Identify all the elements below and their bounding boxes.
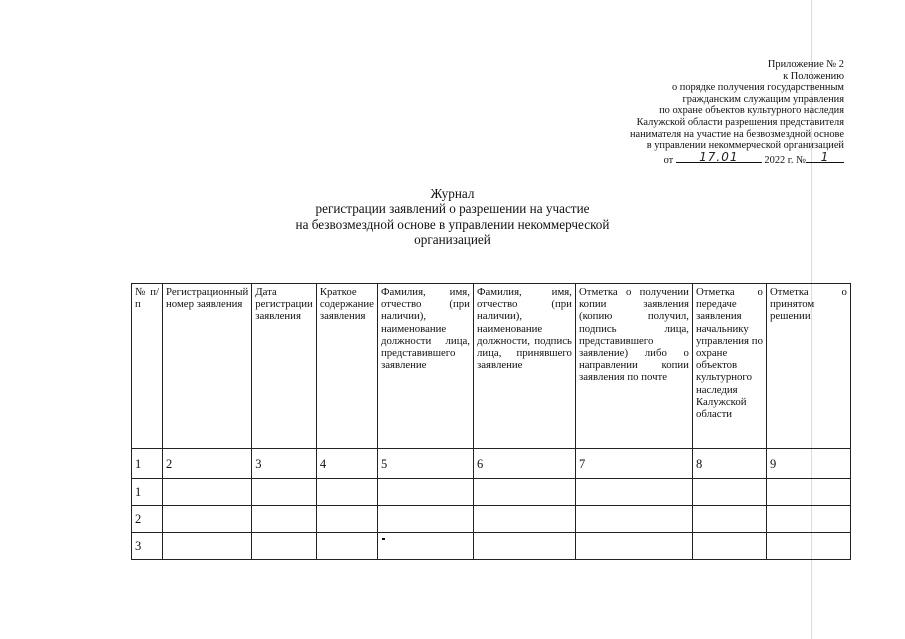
table-cell: [163, 479, 252, 506]
header-cell: Отметка о принятом решении: [766, 284, 850, 449]
header-cell: Регистрационный номер заявления: [163, 284, 252, 449]
table-cell: [766, 479, 850, 506]
number-field: [806, 152, 844, 163]
table-cell: 2: [132, 506, 163, 533]
header-cell: Дата регистрации заявления: [252, 284, 317, 449]
table-cell: [377, 506, 473, 533]
table-cell: 3: [132, 533, 163, 560]
annex-line: о порядке получения государственным: [672, 82, 844, 94]
table-cell: [766, 533, 850, 560]
table-cell: [473, 533, 575, 560]
header-cell: Отметка о получении копии заявления (копию получил, подпись лица, представившего заявление) либо о направлении копии заявления по почте: [575, 284, 692, 449]
column-number-cell: 3: [252, 449, 317, 479]
column-number-cell: 7: [575, 449, 692, 479]
title-line: регистрации заявлений о разрешении на участие: [315, 201, 590, 217]
table-cell: [163, 533, 252, 560]
handwritten-number: 1: [820, 150, 830, 165]
title-line: на безвозмездной основе в управлении некоммерческой: [295, 216, 610, 232]
table-cell: [692, 533, 766, 560]
annex-line: Приложение № 2: [767, 59, 844, 70]
table-cell: 1: [132, 479, 163, 506]
annex-line: нанимателя на участие на безвозмездной основе: [629, 128, 844, 140]
table-cell: [316, 506, 377, 533]
title-line: организацией: [414, 231, 491, 247]
journal-table: [131, 283, 851, 560]
column-number-cell: 8: [692, 449, 766, 479]
table-header-row: [132, 284, 851, 449]
column-number-row: [132, 449, 851, 479]
table-cell: [252, 479, 317, 506]
table-cell: [377, 479, 473, 506]
header-cell: № п/п: [132, 284, 163, 449]
year-text: 2022 г. №: [764, 154, 806, 166]
header-cell: Краткое содержание заявления: [316, 284, 377, 449]
annex-line: к Положению: [783, 70, 844, 82]
header-cell: Фамилия, имя, отчество (при наличии), наименование должности лица, представившего заявление: [377, 284, 473, 449]
table-cell: [473, 506, 575, 533]
table-cell: [316, 479, 377, 506]
table-cell: [252, 506, 317, 533]
header-cell: Фамилия, имя, отчество (при наличии), наименование должности, подпись лица, принявшего заявление: [473, 284, 575, 449]
table-row: [132, 533, 851, 560]
annex-line: по охране объектов культурного наследия: [659, 105, 844, 117]
table-cell: [575, 506, 692, 533]
annex-date-line: [630, 152, 844, 167]
table-row: [132, 479, 851, 506]
table-cell: [473, 479, 575, 506]
column-number-cell: 2: [163, 449, 252, 479]
table-cell: [252, 533, 317, 560]
header-cell: Отметка о передаче заявления начальнику управления по охране объектов культурного наследия Калужской области: [692, 284, 766, 449]
annex-line: в управлении некоммерческой организацией: [646, 140, 844, 152]
date-field: [676, 152, 762, 163]
column-number-cell: 1: [132, 449, 163, 479]
column-number-cell: 6: [473, 449, 575, 479]
annex-line: Калужской области разрешения представителя: [636, 116, 844, 128]
table-cell: [377, 533, 473, 560]
journal-title: [260, 186, 645, 247]
column-number-cell: 9: [766, 449, 850, 479]
title-line: Журнал: [430, 186, 475, 201]
scan-speck: [382, 538, 385, 540]
table-cell: [692, 479, 766, 506]
table-cell: [575, 479, 692, 506]
table-cell: [163, 506, 252, 533]
column-number-cell: 4: [316, 449, 377, 479]
handwritten-date: 17.01: [699, 150, 739, 165]
annex-line: гражданским служащим управления: [682, 93, 844, 105]
table-row: [132, 506, 851, 533]
table-cell: [692, 506, 766, 533]
date-prefix: от: [663, 154, 674, 166]
column-number-cell: 5: [377, 449, 473, 479]
annex-header: [630, 59, 844, 166]
table-cell: [766, 506, 850, 533]
table-cell: [316, 533, 377, 560]
table-cell: [575, 533, 692, 560]
